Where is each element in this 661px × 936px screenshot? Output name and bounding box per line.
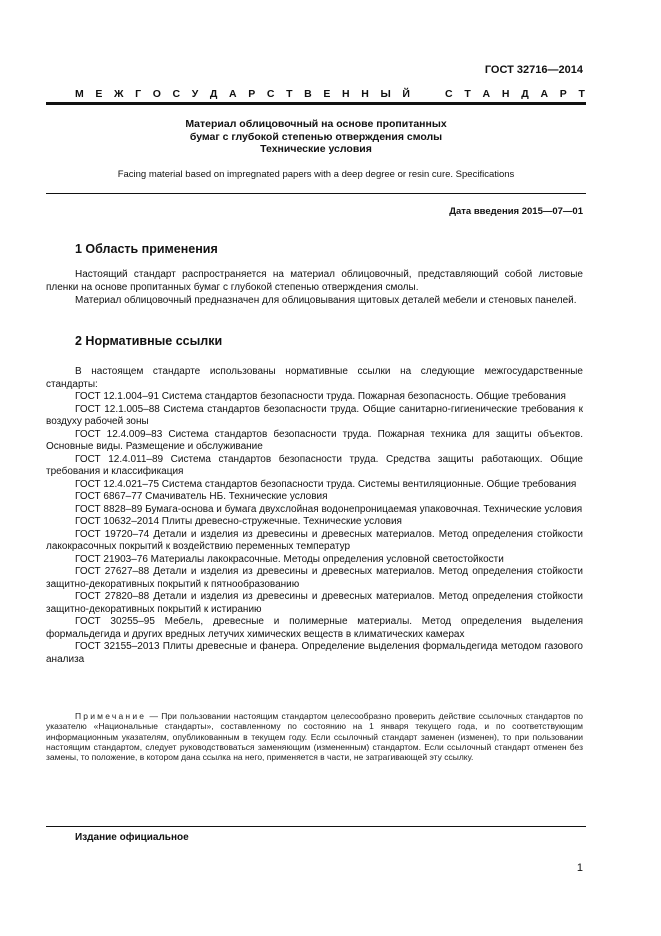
banner-letter: Е <box>323 88 331 100</box>
banner-letter: Ж <box>114 88 124 100</box>
title-line-2: бумаг с глубокой степенью отверждения смолы <box>189 130 443 143</box>
standard-type-banner <box>75 88 585 100</box>
references-note <box>46 711 583 762</box>
banner-letter: А <box>482 88 491 100</box>
english-title: Facing material based on impregnated papers with a deep degree or resin cure. Specifications <box>117 169 515 180</box>
title-rule <box>46 193 586 194</box>
section-1-paragraph: Настоящий стандарт распространяется на материал облицовочный, представляющий собой листовые пленки на основе пропитанных бумаг с глубокой степенью отверждения смолы. <box>46 269 583 293</box>
section-2-heading: 2 Нормативные ссылки <box>75 334 223 348</box>
header-rule <box>46 102 586 105</box>
reference-item: ГОСТ 8828–89 Бумага-основа и бумага двухслойная водонепроницаемая упаковочная. Технические условия <box>75 503 583 515</box>
reference-item: ГОСТ 10632–2014 Плиты древесно-стружечные. Технические условия <box>75 516 402 527</box>
banner-letter: О <box>152 88 161 100</box>
reference-item: ГОСТ 27627–88 Детали и изделия из древесины и древесных материалов. Метод определения стойкости защитно-декоративных покрытий к пятнообразованию <box>46 566 583 590</box>
standard-code: ГОСТ 32716—2014 <box>484 64 583 76</box>
banner-letter: А <box>229 88 237 100</box>
banner-left <box>75 88 410 100</box>
introduction-date: Дата введения 2015—07—01 <box>449 206 583 217</box>
reference-item: ГОСТ 12.1.005–88 Система стандартов безопасности труда. Общие санитарно-гигиенические требования к воздуху рабочей зоны <box>46 403 583 427</box>
section-1-body <box>46 268 583 307</box>
banner-letter: Ы <box>380 88 391 100</box>
banner-letter: Н <box>501 88 510 100</box>
reference-item: ГОСТ 19720–74 Детали и изделия из древесины и древесных материалов. Метод определения стойкости лакокрасочных покрытий к воздействию переменных температур <box>46 528 583 552</box>
document-title <box>46 118 586 156</box>
reference-item: ГОСТ 12.4.009–83 Система стандартов безопасности труда. Пожарная техника для защиты объектов. Основные виды. Размещение и обслуживание <box>46 428 583 452</box>
note-label: Примечание <box>75 711 147 721</box>
reference-item: ГОСТ 32155–2013 Плиты древесные и фанера. Определение выделения формальдегида методом газового анализа <box>46 641 583 665</box>
banner-letter: Н <box>361 88 369 100</box>
note-text: — При пользовании настоящим стандартом целесообразно проверить действие ссылочных стандартов по указателю «Национальные стандарты», составленному по состоянию на 1 января текущего года, и по соответствующим информационным указателям, опубликованным в текущем году. Если ссылочный стандарт заменен (изменен), то при пользовании настоящим стандартом, следует руководствоваться заменяющим (измененным) стандартом. Если ссылочный стандарт отменен без замены, то положение, в котором дана ссылка на него, применяется в части, не затрагивающей эту ссылку. <box>46 711 583 763</box>
reference-item: ГОСТ 12.4.011–89 Система стандартов безопасности труда. Средства защиты работающих. Общие требования и классификация <box>46 453 583 477</box>
banner-letter: Г <box>135 88 142 100</box>
section-1-paragraph: Материал облицовочный предназначен для облицовывания щитовых деталей мебели и стеновых панелей. <box>75 295 577 306</box>
title-line-1: Материал облицовочный на основе пропитанных <box>185 118 447 130</box>
banner-letter: Д <box>521 88 529 100</box>
reference-item: ГОСТ 21903–76 Материалы лакокрасочные. Методы определения условной светостойкости <box>75 553 504 565</box>
section-1-heading: 1 Область применения <box>75 242 218 256</box>
title-line-3: Технические условия <box>260 143 372 155</box>
banner-letter: С <box>266 88 275 100</box>
footer-rule <box>46 826 586 827</box>
banner-letter: Р <box>559 88 567 100</box>
banner-letter: Т <box>464 88 471 100</box>
banner-letter: Й <box>402 88 410 100</box>
banner-letter: А <box>540 88 549 100</box>
banner-letter: Р <box>248 88 256 100</box>
banner-letter: У <box>191 88 199 100</box>
banner-letter: В <box>304 88 312 100</box>
banner-letter: Т <box>286 88 293 100</box>
banner-letter: С <box>172 88 181 100</box>
banner-right <box>445 88 585 100</box>
page-number: 1 <box>576 862 583 874</box>
banner-letter: М <box>75 88 84 100</box>
reference-item: ГОСТ 27820–88 Детали и изделия из древесины и древесных материалов. Метод определения стойкости защитно-декоративных покрытий к истиранию <box>46 591 583 615</box>
reference-item: ГОСТ 6867–77 Смачиватель НБ. Технические условия <box>75 491 328 502</box>
banner-letter: Н <box>342 88 350 100</box>
edition-label: Издание официальное <box>75 832 189 843</box>
banner-letter: С <box>445 88 453 100</box>
banner-letter: Д <box>209 88 218 100</box>
references-intro: В настоящем стандарте использованы нормативные ссылки на следующие межгосударственные стандарты: <box>46 366 583 390</box>
reference-item: ГОСТ 30255–95 Мебель, древесные и полимерные материалы. Метод определения выделения формальдегида и других вредных летучих химических веществ в климатических камерах <box>46 616 583 640</box>
reference-item: ГОСТ 12.1.004–91 Система стандартов безопасности труда. Пожарная безопасность. Общие требования <box>75 391 566 402</box>
banner-letter: Т <box>578 88 585 100</box>
reference-item: ГОСТ 12.4.021–75 Система стандартов безопасности труда. Системы вентиляционные. Общие требования <box>75 478 577 490</box>
normative-references <box>46 366 583 666</box>
banner-letter: Е <box>95 88 103 100</box>
